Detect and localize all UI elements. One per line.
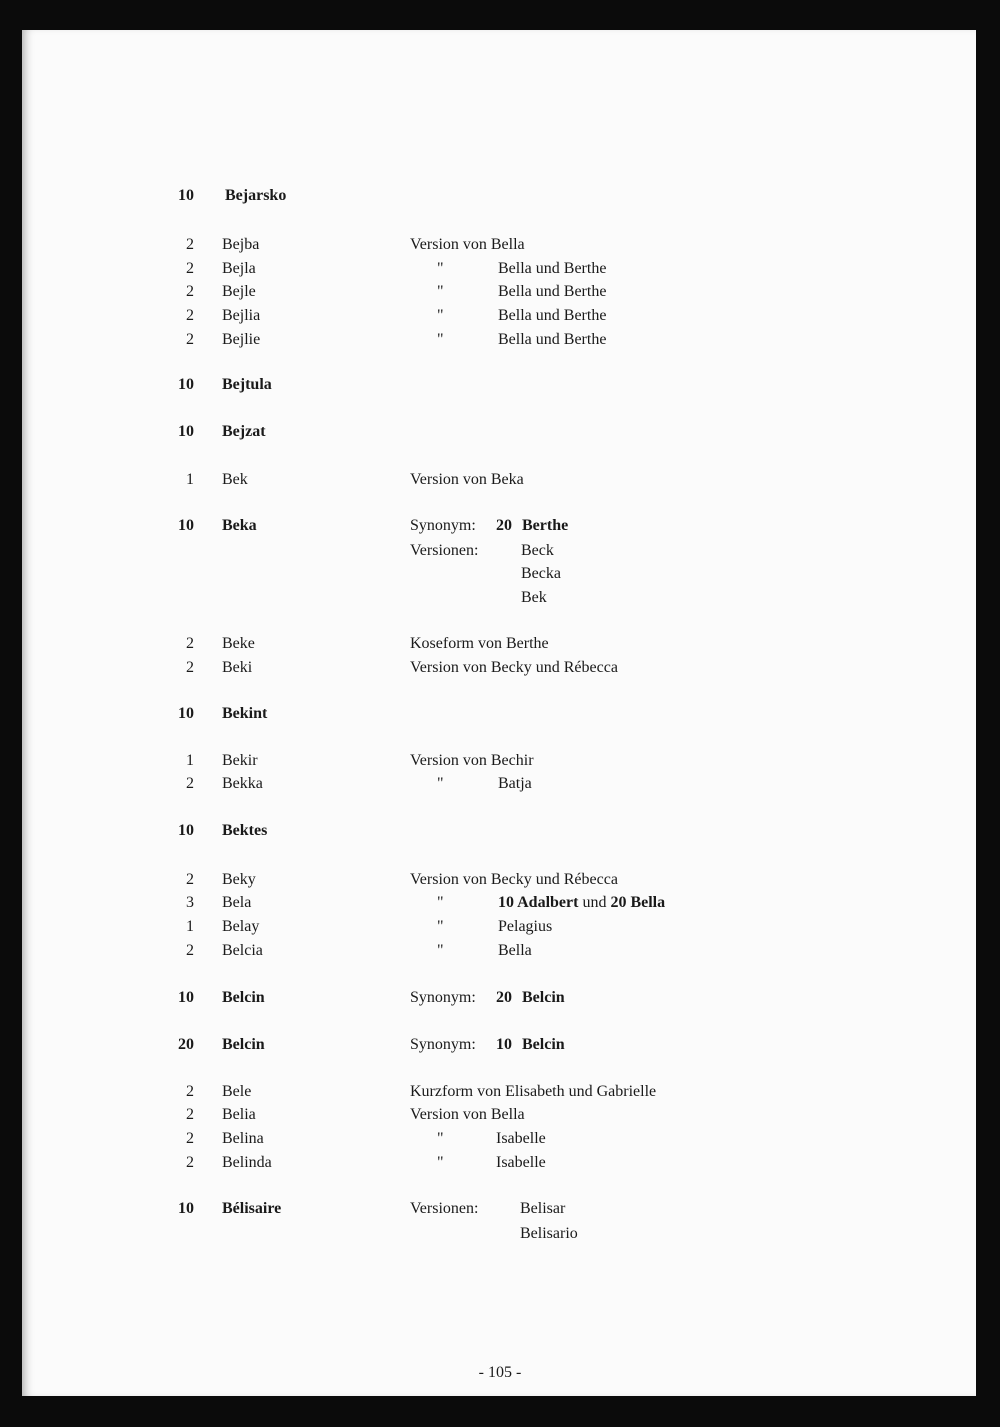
entry-description: Version von Bella: [410, 1106, 525, 1123]
entry-beka-versions: [0, 541, 1000, 565]
ditto-mark: ": [437, 942, 444, 959]
versions-label: Versionen:: [410, 1200, 479, 1217]
version-item: Belisar: [520, 1200, 566, 1217]
version-item: Belisario: [520, 1225, 578, 1242]
ditto-mark: ": [437, 775, 444, 792]
entry-name: Bejtula: [222, 376, 272, 393]
entry-number: 2: [186, 1154, 194, 1171]
entry-target: [498, 893, 665, 913]
entry-description: Version von Becky und Rébecca: [410, 871, 618, 888]
synonym-label: Synonym:: [410, 1036, 476, 1053]
synonym-number: 20: [496, 989, 512, 1006]
entry-bekint: [0, 704, 1000, 728]
entry-number: 2: [186, 775, 194, 792]
entry-name: Belina: [222, 1130, 264, 1147]
entry-number: 10: [178, 423, 194, 440]
entry-name: Belia: [222, 1106, 256, 1123]
entry-name: Belcin: [222, 989, 265, 1006]
entry-belisaire-versions: [0, 1224, 1000, 1248]
entry-name: Bejzat: [222, 423, 266, 440]
synonym-number: 10: [496, 1036, 512, 1053]
entry-beki: [0, 658, 1000, 682]
entry-target: Bella und Berthe: [498, 283, 607, 300]
entry-beka-versions: [0, 588, 1000, 612]
entry-belina: [0, 1129, 1000, 1153]
entry-target: Bella und Berthe: [498, 260, 607, 277]
synonym-label: Synonym:: [410, 517, 476, 534]
entry-number: 2: [186, 331, 194, 348]
target-b: 20 Bella: [610, 894, 666, 911]
synonym-name: Belcin: [522, 1036, 565, 1053]
entry-bektes: [0, 821, 1000, 845]
ditto-mark: ": [437, 1130, 444, 1147]
synonym-name: Berthe: [522, 517, 569, 534]
version-item: Beck: [521, 542, 554, 559]
entry-name: Bejlie: [222, 331, 261, 348]
entry-number: 2: [186, 236, 194, 253]
entry-description: Version von Bechir: [410, 752, 534, 769]
version-item: Bek: [521, 589, 547, 606]
entry-bejlia: [0, 306, 1000, 330]
entry-number: 3: [186, 894, 194, 911]
ditto-mark: ": [437, 283, 444, 300]
synonym-name: Belcin: [522, 989, 565, 1006]
entry-bela: [0, 893, 1000, 917]
entry-bejlie: [0, 330, 1000, 354]
entry-belcin-10: [0, 988, 1000, 1012]
entry-description: Version von Becky und Rébecca: [410, 659, 618, 676]
entry-beky: [0, 870, 1000, 894]
entry-target: Pelagius: [498, 918, 553, 935]
entry-name: Belay: [222, 918, 260, 935]
entry-name: Bejla: [222, 260, 256, 277]
entry-name: Bektes: [222, 822, 268, 839]
entry-belisaire: [0, 1199, 1000, 1223]
entry-target: Bella und Berthe: [498, 307, 607, 324]
entry-number: 1: [186, 918, 194, 935]
entry-target: Isabelle: [496, 1130, 546, 1147]
entry-number: 2: [186, 871, 194, 888]
entry-number: 1: [186, 752, 194, 769]
entry-name: Bela: [222, 894, 252, 911]
entry-name: Bejarsko: [225, 187, 287, 204]
entry-bekir: [0, 751, 1000, 775]
entry-number: 2: [186, 283, 194, 300]
entry-bejzat: [0, 422, 1000, 446]
entry-number: 10: [178, 187, 194, 204]
entry-name: Bejle: [222, 283, 256, 300]
entry-number: 20: [178, 1036, 194, 1053]
entry-number: 2: [186, 260, 194, 277]
entry-bejle: [0, 282, 1000, 306]
entry-target: Batja: [498, 775, 532, 792]
ditto-mark: ": [437, 331, 444, 348]
entry-number: 2: [186, 1106, 194, 1123]
entry-belia: [0, 1105, 1000, 1129]
target-a: 10 Adalbert: [498, 894, 579, 911]
entry-bejla: [0, 259, 1000, 283]
entry-number: 2: [186, 659, 194, 676]
page-number: - 105 -: [478, 1364, 522, 1381]
entry-name: Bélisaire: [222, 1200, 282, 1217]
entry-number: 2: [186, 942, 194, 959]
entry-target: Bella: [498, 942, 532, 959]
entry-belinda: [0, 1153, 1000, 1177]
entry-bek: [0, 470, 1000, 494]
entry-description: Version von Bella: [410, 236, 525, 253]
entry-number: 1: [186, 471, 194, 488]
entry-number: 10: [178, 376, 194, 393]
entry-belcin-20: [0, 1035, 1000, 1059]
versions-label: Versionen:: [410, 542, 479, 559]
entry-number: 10: [178, 822, 194, 839]
entry-name: Bekka: [222, 775, 263, 792]
ditto-mark: ": [437, 894, 444, 911]
entry-name: Beki: [222, 659, 253, 676]
entry-name: Belcia: [222, 942, 263, 959]
entry-name: Bekint: [222, 705, 268, 722]
entry-number: 10: [178, 517, 194, 534]
entry-number: 2: [186, 1083, 194, 1100]
ditto-mark: ": [437, 260, 444, 277]
entry-number: 2: [186, 635, 194, 652]
entry-beka-versions: [0, 564, 1000, 588]
entry-name: Belinda: [222, 1154, 272, 1171]
entry-bejtula: [0, 375, 1000, 399]
ditto-mark: ": [437, 918, 444, 935]
entry-target: Isabelle: [496, 1154, 546, 1171]
entry-belay: [0, 917, 1000, 941]
synonym-label: Synonym:: [410, 989, 476, 1006]
entry-bejba: [0, 235, 1000, 259]
version-item: Becka: [521, 565, 561, 582]
entry-bekka: [0, 774, 1000, 798]
entry-beka: [0, 516, 1000, 540]
entry-name: Bekir: [222, 752, 258, 769]
entry-description: Kurzform von Elisabeth und Gabrielle: [410, 1083, 657, 1100]
entry-number: 2: [186, 1130, 194, 1147]
entry-name: Belcin: [222, 1036, 265, 1053]
ditto-mark: ": [437, 307, 444, 324]
entry-number: 10: [178, 1200, 194, 1217]
entry-number: 10: [178, 989, 194, 1006]
entry-description: Version von Beka: [410, 471, 524, 488]
entry-name: Beky: [222, 871, 256, 888]
entry-number: 10: [178, 705, 194, 722]
entry-name: Bejba: [222, 236, 260, 253]
entry-name: Beka: [222, 517, 257, 534]
target-conjunction: und: [578, 894, 611, 911]
entry-name: Bejlia: [222, 307, 261, 324]
entry-beke: [0, 634, 1000, 658]
entry-bejarsko: [0, 186, 1000, 210]
ditto-mark: ": [437, 1154, 444, 1171]
entry-name: Bek: [222, 471, 248, 488]
entry-description: Koseform von Berthe: [410, 635, 549, 652]
entry-name: Beke: [222, 635, 255, 652]
entry-number: 2: [186, 307, 194, 324]
entry-belcia: [0, 941, 1000, 965]
entry-bele: [0, 1082, 1000, 1106]
entry-target: Bella und Berthe: [498, 331, 607, 348]
entry-name: Bele: [222, 1083, 252, 1100]
synonym-number: 20: [496, 517, 512, 534]
